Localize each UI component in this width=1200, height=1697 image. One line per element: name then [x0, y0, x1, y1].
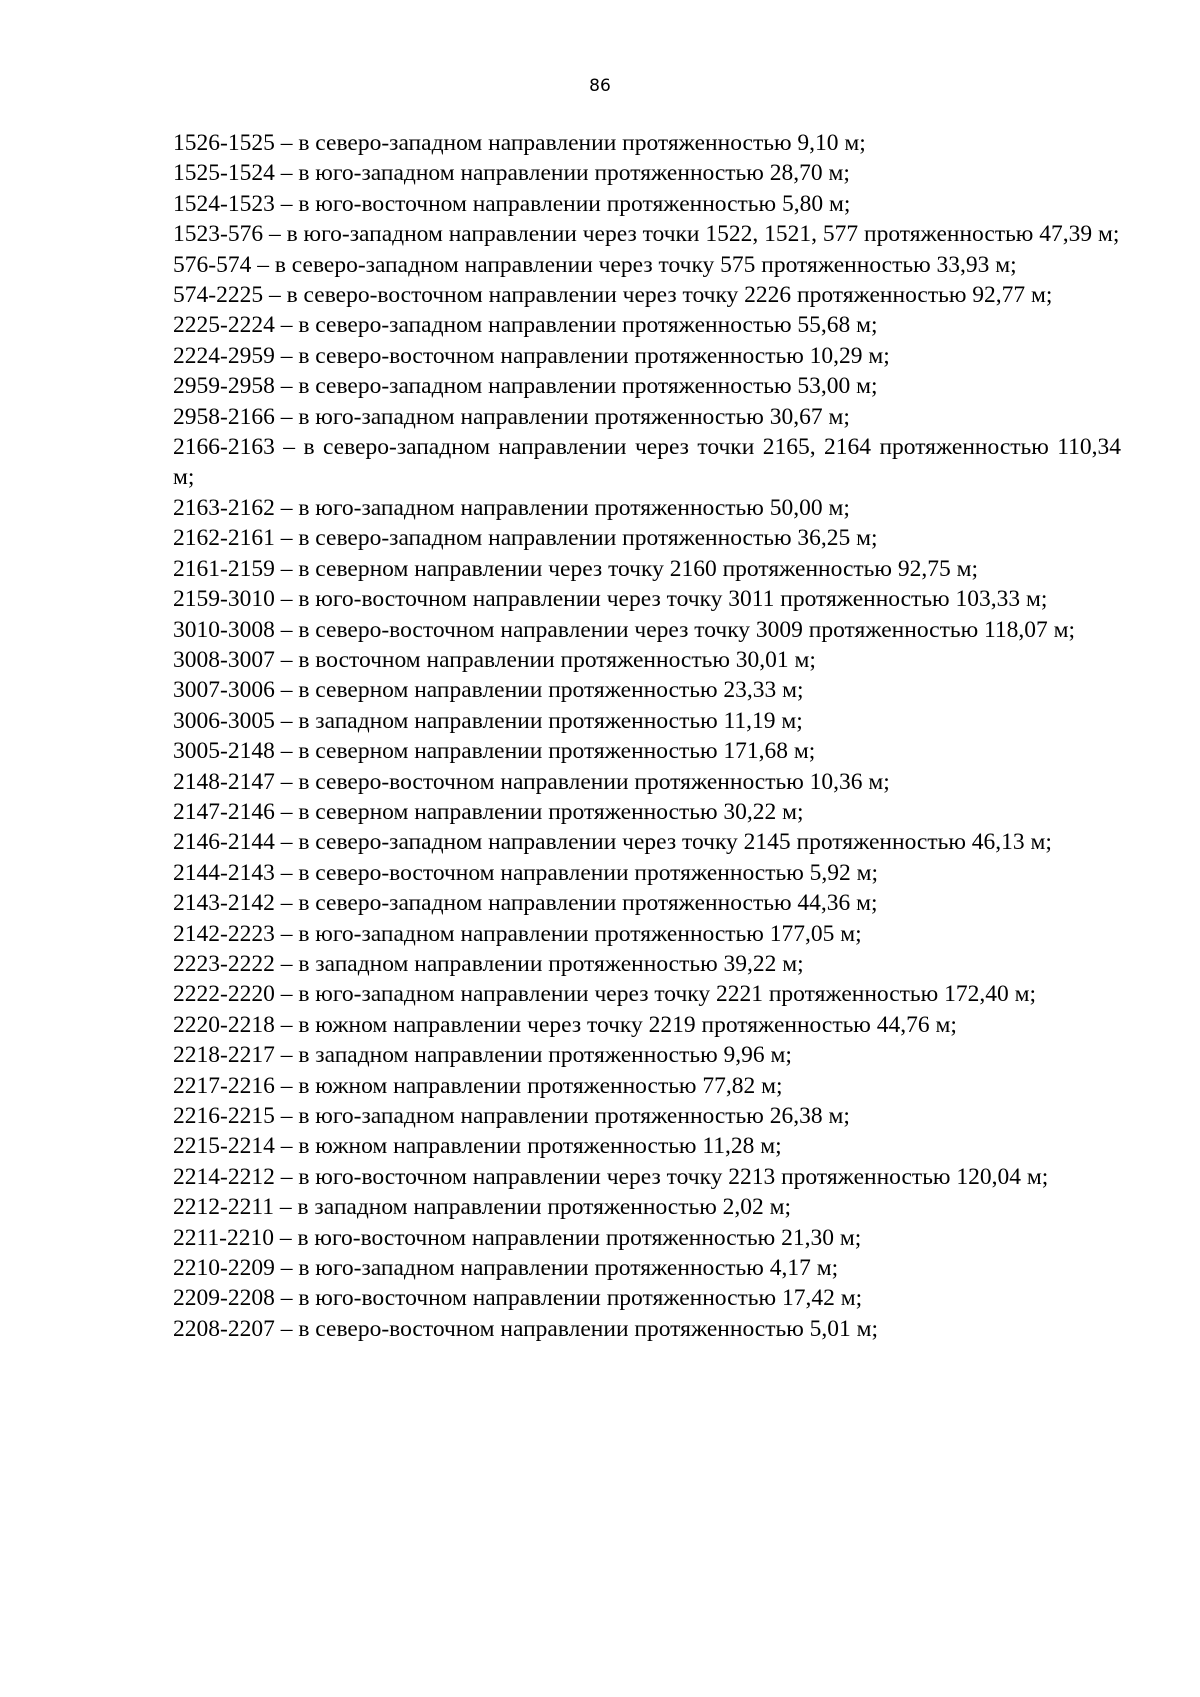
boundary-segment-entry: 2216-2215 – в юго-западном направлении протяженностью 26,38 м; — [173, 1103, 850, 1129]
boundary-segment-entry: 2222-2220 – в юго-западном направлении через точку 2221 протяженностью 172,40 м; — [173, 981, 1036, 1008]
boundary-segment-entry: 3010-3008 – в северо-восточном направлении через точку 3009 протяженностью 118,07 м; — [173, 616, 1076, 643]
boundary-segment-entry: 2144-2143 – в северо-восточном направлении протяженностью 5,92 м; — [173, 859, 879, 886]
boundary-segment-entry: 2209-2208 – в юго-восточном направлении протяженностью 17,42 м; — [173, 1285, 863, 1312]
boundary-segment-entry: 2958-2166 – в юго-западном направлении протяженностью 30,67 м; — [173, 403, 850, 430]
boundary-segment-entry: 2959-2958 – в северо-западном направлении протяженностью 53,00 м; — [173, 373, 878, 400]
boundary-segment-entry: 3007-3006 – в северном направлении протяженностью 23,33 м; — [173, 677, 804, 704]
boundary-segment-entry: 576-574 – в северо-западном направлении через точку 575 протяженностью 33,93 м; — [173, 251, 1017, 278]
boundary-segment-entry: 2224-2959 – в северо-восточном направлении протяженностью 10,29 м; — [173, 342, 890, 369]
boundary-segment-entry: 3005-2148 – в северном направлении протяженностью 171,68 м; — [173, 738, 816, 765]
boundary-segment-entry: 2212-2211 – в западном направлении протяженностью 2,02 м; — [173, 1194, 792, 1221]
boundary-segment-entry: 2161-2159 – в северном направлении через точку 2160 протяженностью 92,75 м; — [173, 555, 978, 582]
boundary-segment-entry: 2214-2212 – в юго-восточном направлении через точку 2213 протяженностью 120,04 м; — [173, 1163, 1049, 1190]
boundary-segment-entry: 2162-2161 – в северо-западном направлении протяженностью 36,25 м; — [173, 525, 878, 552]
boundary-segment-entry: 1526-1525 – в северо-западном направлении протяженностью 9,10 м; — [173, 130, 866, 156]
boundary-segment-entry: 574-2225 – в северо-восточном направлении через точку 2226 протяженностью 92,77 м; — [173, 282, 1053, 309]
boundary-segment-entry: 2217-2216 – в южном направлении протяженностью 77,82 м; — [173, 1072, 783, 1099]
boundary-segment-entry: 1524-1523 – в юго-восточном направлении протяженностью 5,80 м; — [173, 190, 851, 217]
boundary-segment-entry: 3006-3005 – в западном направлении протяженностью 11,19 м; — [173, 707, 803, 734]
boundary-segment-entry: 2163-2162 – в юго-западном направлении протяженностью 50,00 м; — [173, 494, 850, 521]
boundary-segment-entry: 2220-2218 – в южном направлении через точку 2219 протяженностью 44,76 м; — [173, 1011, 957, 1038]
boundary-segment-entry: 2142-2223 – в юго-западном направлении протяженностью 177,05 м; — [173, 920, 862, 947]
boundary-segment-entry: 2166-2163 – в северо-западном направлении через точки 2165, 2164 протяженностью 110,34 м; — [173, 434, 1121, 491]
boundary-segment-entry: 1523-576 – в юго-западном направлении через точки 1522, 1521, 577 протяженностью 47,39 м; — [173, 221, 1120, 248]
boundary-segment-entry: 2218-2217 – в западном направлении протяженностью 9,96 м; — [173, 1042, 792, 1069]
boundary-segment-entry: 2210-2209 – в юго-западном направлении протяженностью 4,17 м; — [173, 1255, 839, 1282]
boundary-segment-entry: 2148-2147 – в северо-восточном направлении протяженностью 10,36 м; — [173, 768, 890, 795]
boundary-segment-entry: 2223-2222 – в западном направлении протяженностью 39,22 м; — [173, 950, 804, 977]
boundary-segment-entry: 2159-3010 – в юго-восточном направлении через точку 3011 протяженностью 103,33 м; — [173, 586, 1048, 613]
boundary-segment-entry: 2225-2224 – в северо-западном направлении протяженностью 55,68 м; — [173, 312, 878, 339]
boundary-segment-entry: 2215-2214 – в южном направлении протяженностью 11,28 м; — [173, 1133, 782, 1160]
boundary-segment-entry: 2211-2210 – в юго-восточном направлении протяженностью 21,30 м; — [173, 1224, 862, 1251]
boundary-segment-entry: 1525-1524 – в юго-западном направлении протяженностью 28,70 м; — [173, 160, 850, 187]
boundary-segment-entry: 2143-2142 – в северо-западном направлении протяженностью 44,36 м; — [173, 890, 878, 917]
page-number: 86 — [589, 76, 611, 96]
boundary-segment-entry: 2208-2207 – в северо-восточном направлении протяженностью 5,01 м; — [173, 1315, 879, 1342]
boundary-segment-entry: 2147-2146 – в северном направлении протяженностью 30,22 м; — [173, 798, 804, 825]
boundary-segment-entry: 3008-3007 – в восточном направлении протяженностью 30,01 м; — [173, 646, 816, 673]
boundary-description-list — [173, 128, 1121, 1344]
boundary-segment-entry: 2146-2144 – в северо-западном направлении через точку 2145 протяженностью 46,13 м; — [173, 829, 1052, 856]
